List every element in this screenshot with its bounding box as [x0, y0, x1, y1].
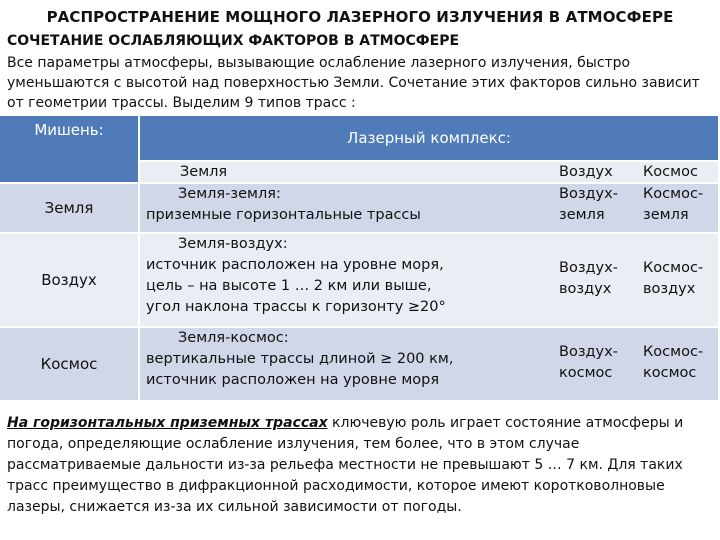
footer-emphasis: На горизонтальных приземных трассах [7, 415, 328, 431]
air-air-1: Воздух- [559, 260, 618, 276]
slide-title: РАСПРОСТРАНЕНИЕ МОЩНОГО ЛАЗЕРНОГО ИЗЛУЧЕНИЯ В АТМОСФЕРЕ [46, 8, 674, 26]
path-row-air [140, 234, 718, 326]
laser-complex-header: Лазерный комплекс: [140, 116, 718, 160]
air-space-2: космос [559, 365, 613, 381]
target-label: Воздух [41, 270, 97, 289]
target-label: Космос [40, 354, 98, 373]
source-earth: Земля [180, 164, 228, 180]
space-space-1: Космос- [643, 344, 704, 360]
path-desc-line: цель – на высоте 1 … 2 км или выше, [146, 278, 432, 294]
source-row [140, 162, 718, 182]
target-header: Мишень: [0, 116, 138, 182]
path-row-earth [140, 184, 718, 232]
path-title: Земля-воздух: [178, 236, 288, 252]
intro-paragraph: Все параметры атмосферы, вызывающие ослабление лазерного излучения, быстро уменьшаются с высотой над поверхностью Земли. Сочетание этих факторов сильно зависит от геометрии трассы. Выделим 9 типов трасс : [7, 55, 700, 111]
path-desc-line: источник расположен на уровне моря [146, 372, 440, 388]
space-air-2: воздух [643, 281, 696, 297]
path-types-table [0, 116, 720, 400]
space-air-1: Космос- [643, 260, 704, 276]
section-subtitle: СОЧЕТАНИЕ ОСЛАБЛЯЮЩИХ ФАКТОРОВ В АТМОСФЕРЕ [7, 33, 460, 49]
target-label: Земля [44, 198, 94, 217]
space-earth-2: земля [643, 207, 689, 223]
air-earth-1: Воздух- [559, 186, 618, 202]
path-desc-line: вертикальные трассы длиной ≥ 200 км, [146, 351, 454, 367]
target-air [0, 234, 138, 326]
target-space [0, 328, 138, 400]
space-space-2: космос [643, 365, 697, 381]
path-title: Земля-земля: [178, 186, 281, 202]
footer-text: ключевую роль играет состояние атмосферы и погода, определяющие ослабление излучения, тем более, что в этом случае рассматриваемые дальности из-за рельефа местности не превышают 5 … 7 км. Для таких трасс преимущество в дифракционной расходимости, которое имеют коротковолновые лазеры, снижается из-за их сильной зависимости от погоды. [7, 415, 684, 515]
footer-paragraph [7, 413, 713, 518]
path-desc-line: угол наклона трассы к горизонту ≥20° [146, 299, 446, 315]
air-air-2: воздух [559, 281, 612, 297]
path-desc-line: приземные горизонтальные трассы [146, 207, 421, 223]
air-earth-2: земля [559, 207, 605, 223]
space-earth-1: Космос- [643, 186, 704, 202]
target-earth [0, 184, 138, 232]
air-space-1: Воздух- [559, 344, 618, 360]
path-row-space [140, 328, 718, 400]
source-air: Воздух [559, 164, 613, 180]
path-title: Земля-космос: [178, 330, 289, 346]
source-space: Космос [643, 164, 698, 180]
path-desc-line: источник расположен на уровне моря, [146, 257, 444, 273]
